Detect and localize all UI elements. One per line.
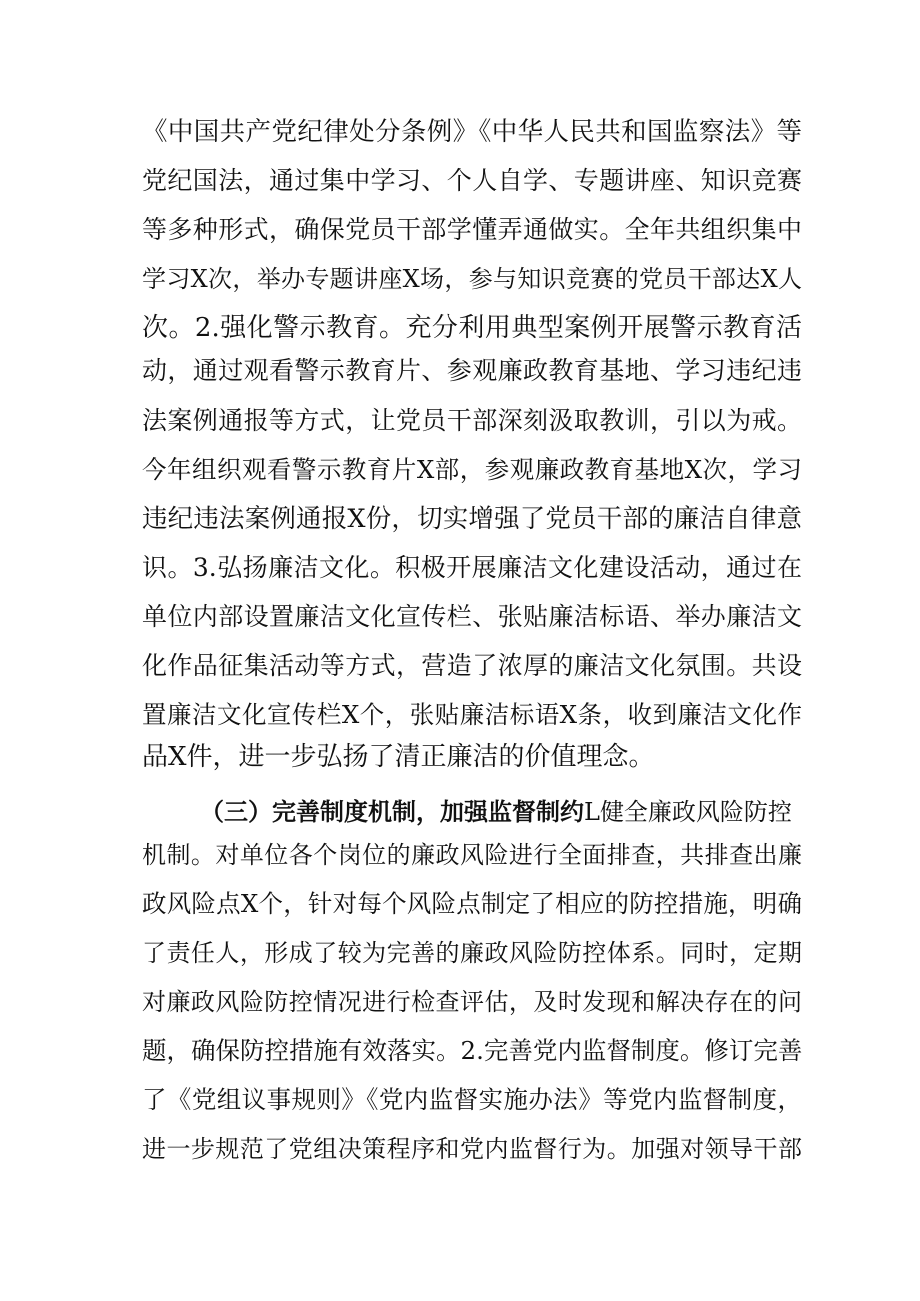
section-heading-tail: L健全廉政风险防控	[584, 798, 792, 826]
text-line: 单位内部设置廉洁文化宣传栏、张贴廉洁标语、举办廉洁文	[142, 602, 802, 631]
text-line: 机制。对单位各个岗位的廉政风险进行全面排查，共排查出廉	[142, 841, 802, 869]
text-line: 题，确保防控措施有效落实。2.完善党内监督制度。修订完善	[142, 1036, 803, 1065]
text-line: 动，通过观看警示教育片、参观廉政教育基地、学习违纪违	[142, 356, 802, 385]
section-heading-line	[200, 797, 802, 827]
text-line: 品X件，进一步弘扬了清正廉洁的价值理念。	[142, 742, 655, 772]
text-line: 了《党组议事规则》《党内监督实施办法》等党内监督制度，	[142, 1085, 802, 1114]
text-line: 政风险点X个，针对每个风险点制定了相应的防控措施，明确	[142, 889, 802, 918]
text-line: 次。2.强化警示教育。充分利用典型案例开展警示教育活	[142, 313, 802, 343]
text-line: 对廉政风险防控情况进行检查评估，及时发现和解决存在的问	[142, 988, 802, 1016]
text-line: 违纪违法案例通报X份，切实增强了党员干部的廉洁自律意	[142, 504, 802, 534]
text-line: 进一步规范了党组决策程序和党内监督行为。加强对领导干部	[142, 1135, 802, 1163]
text-line: 学习X次，举办专题讲座X场，参与知识竞赛的党员干部达X人	[142, 265, 802, 293]
text-line: 了责任人，形成了较为完善的廉政风险防控体系。同时，定期	[142, 939, 802, 967]
text-line: 化作品征集活动等方式，营造了浓厚的廉洁文化氛围。共设	[142, 651, 802, 680]
text-line: 今年组织观看警示教育片X部，参观廉政教育基地X次，学习	[142, 455, 802, 484]
section-heading: （三）完善制度机制，加强监督制约	[200, 797, 584, 826]
text-line: 党纪国法，通过集中学习、个人自学、专题讲座、知识竞赛	[142, 166, 802, 195]
text-line: 法案例通报等方式，让党员干部深刻汲取教训，引以为戒。	[142, 406, 802, 435]
text-line: 识。3.弘扬廉洁文化。积极开展廉洁文化建设活动，通过在	[142, 553, 802, 582]
text-line: 《中国共产党纪律处分条例》《中华人民共和国监察法》等	[142, 117, 802, 147]
text-line: 置廉洁文化宣传栏X个，张贴廉洁标语X条，收到廉洁文化作	[142, 700, 802, 729]
text-line: 等多种形式，确保党员干部学懂弄通做实。全年共组织集中	[142, 215, 802, 244]
